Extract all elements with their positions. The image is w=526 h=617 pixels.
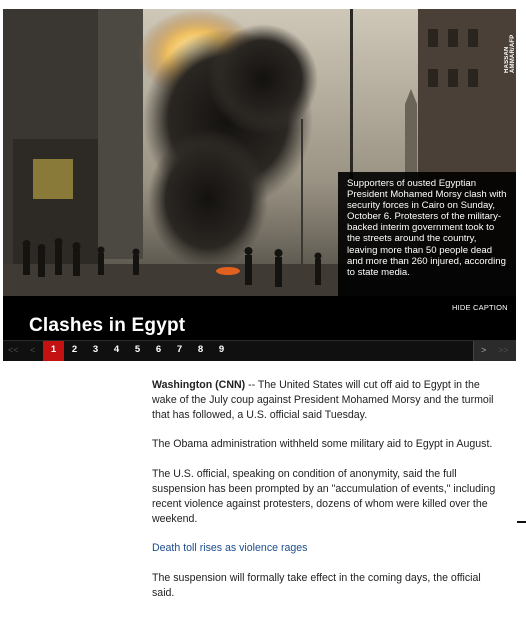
article-paragraph-1 [152,378,502,422]
article-dateline: Washington (CNN) [152,379,246,391]
first-page-button[interactable]: << [8,345,19,355]
gallery-title-bar [3,296,516,340]
page-6-button[interactable]: 6 [155,344,162,355]
pager-right-controls [473,341,516,361]
article-paragraph-2: The Obama administration withheld some military aid to Egypt in August. [152,438,493,451]
next-page-button[interactable]: > [481,345,487,355]
hide-caption-button[interactable]: HIDE CAPTION [452,303,508,312]
page-3-button[interactable]: 3 [92,344,99,355]
last-page-button[interactable]: >> [498,345,509,355]
page-8-button[interactable]: 8 [197,344,204,355]
article-paragraph-1-text: -- The United States will cut off aid to Egypt in the wake of the July coup against President Mohamed Morsy and the turmoil that has followed, a U.S. official said Tuesday. [152,379,494,421]
article-related-link-row [152,541,502,556]
prev-page-button[interactable]: < [30,345,36,355]
page-7-button[interactable]: 7 [176,344,183,355]
page-5-button[interactable]: 5 [134,344,141,355]
page-1-button[interactable]: 1 [43,341,64,361]
related-story-link[interactable]: Death toll rises as violence rages [152,542,308,555]
photo-credit: HASSAN AMMAR/AFP [504,34,516,73]
gallery-title: Clashes in Egypt [29,315,186,336]
page-2-button[interactable]: 2 [71,344,78,355]
photo-gallery [3,9,516,360]
article-paragraph-4: The suspension will formally take effect in the coming days, the official said. [152,572,481,599]
caption-box [338,172,516,296]
page-9-button[interactable]: 9 [218,344,225,355]
article-body [152,378,502,616]
page-4-button[interactable]: 4 [113,344,120,355]
gallery-pager [3,340,516,361]
photo-caption: Supporters of ousted Egyptian President Mohamed Morsy clash with security forces in Cairo on Sunday, October 6. Protesters of the military-backed interim government took to the streets around the country, leaving more than 50 people dead and more than 260 injured, according to state media. [347,178,507,278]
article-paragraph-3: The U.S. official, speaking on condition of anonymity, said the full suspension has been prompted by an "accumulation of events," including recent violence against protesters, dozens of whom were killed over the weekend. [152,468,496,525]
page-edge-marker [517,521,526,523]
